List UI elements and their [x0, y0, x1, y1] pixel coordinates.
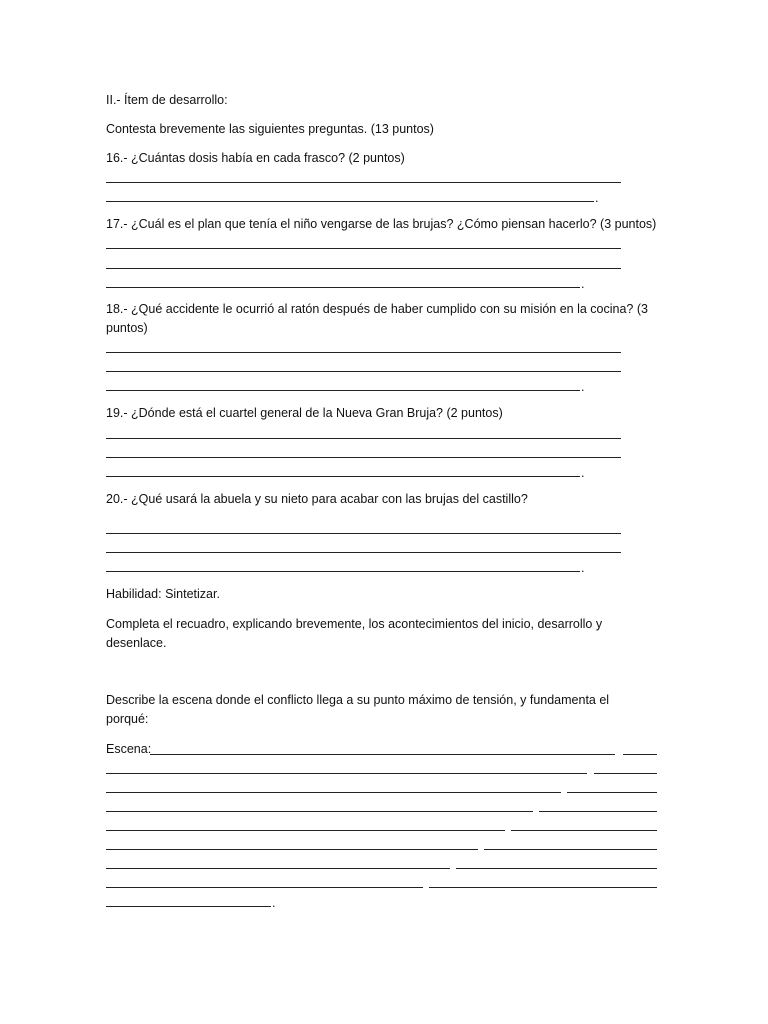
question-17: 17.- ¿Cuál es el plan que tenía el niño vengarse de las brujas? ¿Cómo piensan hacerlo? (3 puntos) [106, 217, 657, 231]
answer-line[interactable] [106, 371, 621, 372]
line-end-mark: . [581, 380, 585, 394]
scene-line[interactable] [106, 887, 423, 888]
scene-line[interactable] [623, 754, 657, 755]
answer-line[interactable] [106, 352, 621, 353]
answer-line[interactable] [106, 533, 621, 534]
scene-line[interactable] [150, 754, 615, 755]
scene-line[interactable] [106, 773, 587, 774]
scene-line[interactable] [106, 868, 450, 869]
scene-line[interactable] [106, 906, 271, 907]
answer-line[interactable] [106, 552, 621, 553]
answer-line[interactable] [106, 248, 621, 249]
answer-line[interactable] [106, 571, 580, 572]
scene-label: Escena: [106, 742, 152, 756]
answer-line[interactable] [106, 287, 580, 288]
answer-line[interactable] [106, 182, 621, 183]
scene-line[interactable] [106, 792, 561, 793]
skill-label: Habilidad: Sintetizar. [106, 587, 220, 601]
answer-line[interactable] [106, 390, 580, 391]
question-20: 20.- ¿Qué usará la abuela y su nieto para acabar con las brujas del castillo? [106, 492, 528, 506]
scene-line[interactable] [484, 849, 657, 850]
line-end-mark: . [581, 561, 585, 575]
answer-line[interactable] [106, 457, 621, 458]
describe-instructions: Describe la escena donde el conflicto llega a su punto máximo de tensión, y fundamenta el porqué: [106, 693, 610, 726]
section-title: II.- Ítem de desarrollo: [106, 93, 228, 107]
line-end-mark: . [581, 466, 585, 480]
line-end-mark: . [581, 277, 585, 291]
question-16: 16.- ¿Cuántas dosis había en cada frasco? (2 puntos) [106, 151, 405, 165]
answer-line[interactable] [106, 268, 621, 269]
scene-line[interactable] [594, 773, 657, 774]
answer-line[interactable] [106, 476, 580, 477]
question-19: 19.- ¿Dónde está el cuartel general de la Nueva Gran Bruja? (2 puntos) [106, 406, 503, 420]
scene-line[interactable] [106, 849, 478, 850]
line-end-mark: . [272, 896, 276, 910]
scene-line[interactable] [539, 811, 657, 812]
instructions-text: Contesta brevemente las siguientes preguntas. (13 puntos) [106, 122, 434, 136]
scene-line[interactable] [106, 811, 533, 812]
scene-line[interactable] [429, 887, 657, 888]
line-end-mark: . [595, 191, 599, 205]
scene-line[interactable] [511, 830, 657, 831]
answer-line[interactable] [106, 201, 594, 202]
scene-line[interactable] [456, 868, 657, 869]
complete-instructions: Completa el recuadro, explicando brevemente, los acontecimientos del inicio, desarrollo y desenlace. [106, 617, 603, 650]
scene-line[interactable] [567, 792, 657, 793]
answer-line[interactable] [106, 438, 621, 439]
scene-line[interactable] [106, 830, 505, 831]
question-18: 18.- ¿Qué accidente le ocurrió al ratón después de haber cumplido con su misión en la cocina? (3 puntos) [106, 302, 648, 335]
